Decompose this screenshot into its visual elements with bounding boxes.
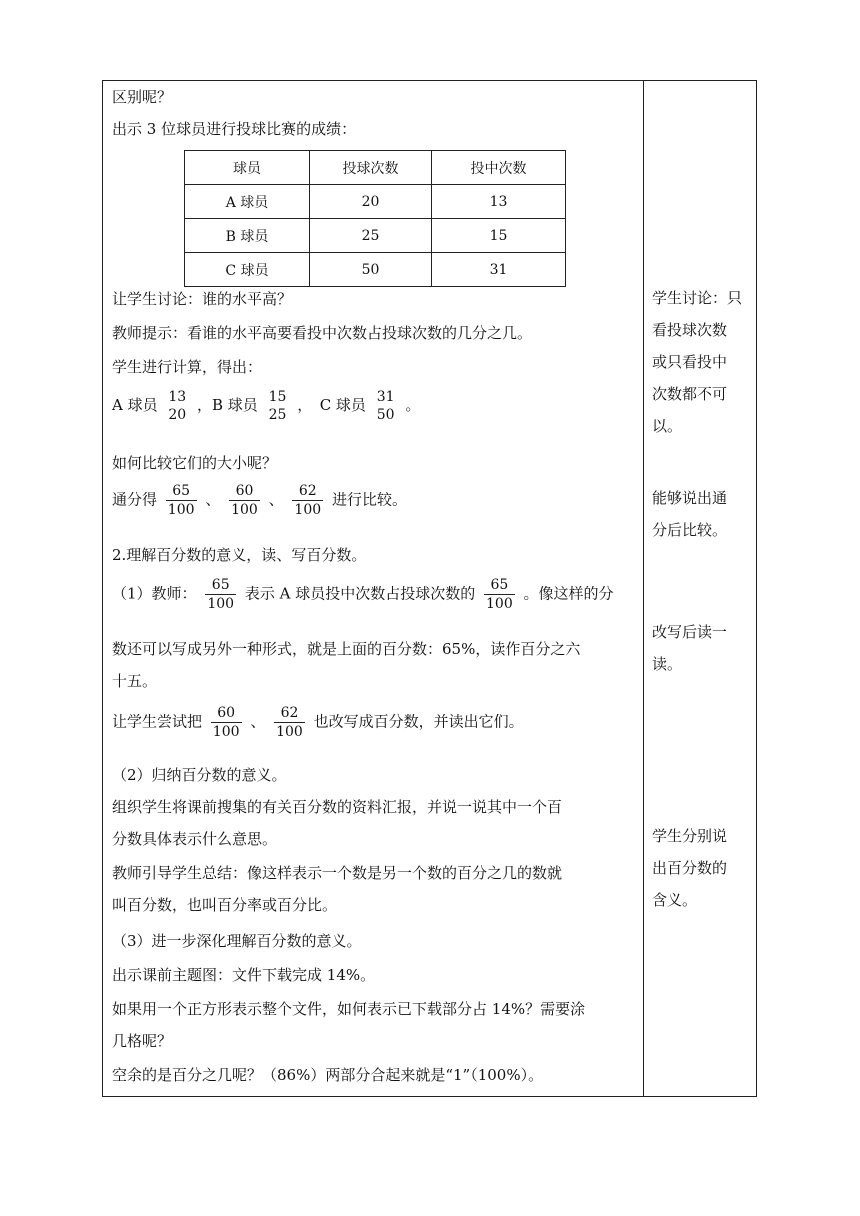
side-note-line: 或只看投中 [652, 353, 728, 371]
table-cell: C 球员 [185, 253, 310, 287]
text-segment: 也改写成百分数，并读出它们。 [313, 712, 524, 731]
text-segment: 让学生尝试把 [112, 712, 203, 731]
table-row [185, 253, 566, 287]
text-line: 数还可以写成另外一种形式，就是上面的百分数：65%，读作百分之六 [112, 640, 581, 658]
fraction-13-20 [166, 388, 188, 424]
fraction-65-100 [205, 576, 236, 613]
fraction-15-25 [267, 388, 289, 424]
side-note-line: 出百分数的 [652, 859, 728, 877]
text-line: 如果用一个正方形表示整个文件，如何表示已下载部分占 14%？需要涂 [112, 1000, 586, 1018]
text-line: 2.理解百分数的意义，读、写百分数。 [112, 546, 367, 564]
fraction-62-100 [274, 704, 305, 741]
denominator: 25 [268, 407, 287, 423]
table-header-cell: 投球次数 [310, 151, 432, 185]
table-right-border [756, 80, 757, 1097]
denominator: 100 [212, 724, 240, 740]
text-line: 十五。 [112, 672, 158, 690]
text-line: （3）进一步深化理解百分数的意义。 [112, 932, 362, 950]
table-header-row [185, 151, 566, 185]
side-note-line: 改写后读一 [652, 623, 728, 641]
denominator: 100 [167, 502, 195, 518]
text-line: 几格呢？ [112, 1032, 173, 1050]
denominator: 100 [276, 724, 303, 740]
fraction-line-common-denominator [112, 482, 407, 519]
table-top-border [102, 80, 757, 81]
text-segment: 、 [205, 490, 221, 509]
text-segment: 。 [405, 396, 421, 414]
denominator: 100 [207, 596, 235, 612]
denominator: 20 [168, 407, 187, 423]
denominator: 50 [376, 407, 395, 423]
numerator: 60 [235, 483, 254, 499]
table-cell: 20 [310, 185, 432, 219]
side-note-line: 学生分别说 [652, 827, 728, 845]
text-segment: A 球员 [112, 396, 158, 414]
side-note-line: 含义。 [652, 891, 698, 909]
side-note-compare [652, 482, 750, 546]
numerator: 15 [268, 389, 287, 405]
table-row [185, 185, 566, 219]
text-line: 让学生讨论：谁的水平高？ [112, 290, 293, 308]
fraction-65-100 [484, 576, 515, 613]
table-cell: A 球员 [185, 185, 310, 219]
text-line: 叫百分数，也叫百分率或百分比。 [112, 896, 338, 914]
fraction-31-50 [375, 388, 397, 424]
denominator: 100 [294, 502, 322, 518]
numerator: 65 [490, 577, 509, 593]
text-line: 组织学生将课前搜集的有关百分数的资料汇报，并说一说其中一个百 [112, 798, 563, 816]
side-note-line: 以。 [652, 417, 683, 435]
table-cell: 15 [432, 219, 566, 253]
fraction-60-100 [229, 482, 260, 519]
fraction-62-100 [292, 482, 323, 519]
text-segment: 、 [250, 712, 266, 731]
text-line: 分数具体表示什么意思。 [112, 830, 278, 848]
denominator: 100 [231, 502, 258, 518]
table-header-cell: 投中次数 [432, 151, 566, 185]
table-cell: 25 [310, 219, 432, 253]
side-note-discussion [652, 282, 750, 442]
table-header-cell: 球员 [185, 151, 310, 185]
numerator: 65 [172, 483, 191, 499]
side-note-line: 分后比较。 [652, 521, 728, 539]
text-segment: （1）教师： [112, 584, 197, 603]
table-cell: 50 [310, 253, 432, 287]
text-segment: ，B 球员 [197, 396, 258, 414]
text-line: 教师引导学生总结：像这样表示一个数是另一个数的百分之几的数就 [112, 864, 563, 882]
numerator: 62 [298, 483, 317, 499]
denominator: 100 [486, 596, 513, 612]
table-cell: 31 [432, 253, 566, 287]
numerator: 60 [217, 705, 236, 721]
side-note-line: 次数都不可 [652, 385, 728, 403]
text-line: （2）归纳百分数的意义。 [112, 766, 287, 784]
table-middle-border [643, 80, 644, 1097]
text-segment: 通分得 [112, 490, 158, 509]
numerator: 65 [211, 577, 230, 593]
text-line: 区别呢？ [112, 88, 173, 106]
table-cell: B 球员 [185, 219, 310, 253]
text-segment: 、 [268, 490, 284, 509]
text-segment: 进行比较。 [331, 490, 407, 509]
text-line: 出示 3 位球员进行投球比赛的成绩： [112, 120, 357, 138]
text-line: 如何比较它们的大小呢？ [112, 454, 278, 472]
side-note-line: 读。 [652, 655, 683, 673]
side-note-rewrite [652, 616, 750, 680]
score-table [184, 150, 566, 287]
side-note-line: 学生讨论：只 [652, 289, 743, 307]
side-note-line: 能够说出通 [652, 489, 728, 507]
fraction-line-rewrite [112, 704, 524, 741]
side-note-meaning [652, 820, 750, 916]
fraction-60-100 [211, 704, 242, 741]
fraction-line-teacher [112, 576, 614, 613]
text-line: 学生进行计算，得出： [112, 358, 263, 376]
table-cell: 13 [432, 185, 566, 219]
fraction-65-100 [166, 482, 197, 519]
text-line: 空余的是百分之几呢？（86%）两部分合起来就是“1”（100%）。 [112, 1066, 544, 1084]
text-line: 教师提示：看谁的水平高要看投中次数占投球次数的几分之几。 [112, 324, 533, 342]
side-note-line: 看投球次数 [652, 321, 728, 339]
text-segment: ， C 球员 [297, 396, 366, 414]
text-segment: 。像这样的分 [523, 584, 614, 603]
text-line: 出示课前主题图：文件下载完成 14%。 [112, 966, 376, 984]
fraction-line-results [112, 388, 420, 424]
numerator: 13 [168, 389, 187, 405]
numerator: 62 [280, 705, 299, 721]
numerator: 31 [376, 389, 395, 405]
table-bottom-border [102, 1096, 757, 1097]
text-segment: 表示 A 球员投中次数占投球次数的 [244, 584, 476, 603]
table-row [185, 219, 566, 253]
table-left-border [102, 80, 103, 1097]
